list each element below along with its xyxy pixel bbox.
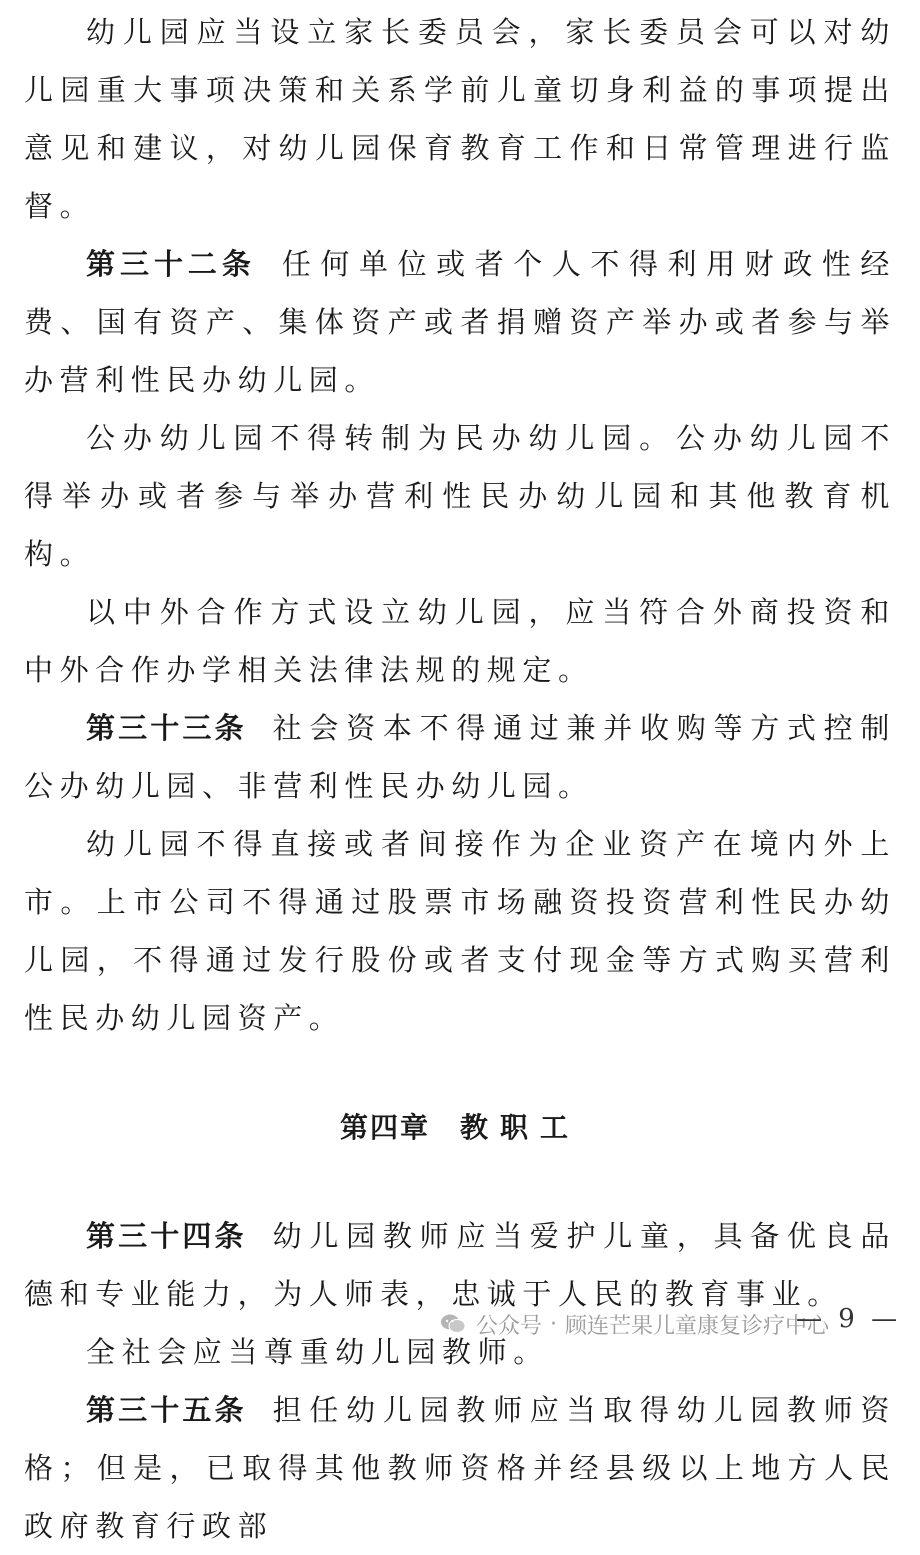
chapter-number: 第四章: [339, 1111, 430, 1144]
watermark-account: 顾连芒果儿童康复诊疗中心: [565, 1313, 830, 1339]
watermark: [440, 1306, 829, 1342]
watermark-source: 公众号: [476, 1313, 543, 1339]
watermark-separator: ·: [550, 1311, 558, 1337]
page-number: — 9 —: [796, 1304, 902, 1334]
paragraph: 以中外合作方式设立幼儿园，应当符合外商投资和中外合作办学相关法律法规的规定。: [24, 595, 896, 687]
paragraph: 公办幼儿园不得转制为民办幼儿园。公办幼儿园不得举办或者参与举办营利性民办幼儿园和其他教育机构。: [24, 421, 896, 571]
article-paragraph: 第三十五条 担任幼儿园教师应当取得幼儿园教师资格；但是，已取得其他教师资格并经县级以上地方人民政府教育行政部: [24, 1393, 896, 1543]
article-number: 第三十二条: [86, 247, 256, 281]
paragraph: 全社会应当尊重幼儿园教师。: [86, 1335, 549, 1369]
article-paragraph: 第三十三条 社会资本不得通过兼并收购等方式控制公办幼儿园、非营利性民办幼儿园。: [24, 711, 896, 803]
article-number: 第三十四条: [86, 1219, 247, 1253]
article-number: 第三十五条: [86, 1393, 247, 1427]
article-paragraph: 第三十二条 任何单位或者个人不得利用财政性经费、国有资产、集体资产或者捐赠资产举办或者参与举办营利性民办幼儿园。: [24, 247, 896, 397]
article-paragraph: 第三十四条 幼儿园教师应当爱护儿童，具备优良品德和专业能力，为人师表，忠诚于人民的教育事业。: [24, 1219, 896, 1311]
chapter-title: 教职工: [460, 1111, 581, 1144]
wechat-icon: [440, 1313, 466, 1335]
paragraph: 幼儿园不得直接或者间接作为企业资产在境内外上市。上市公司不得通过股票市场融资投资营利性民办幼儿园，不得通过发行股份或者支付现金等方式购买营利性民办幼儿园资产。: [24, 827, 896, 1035]
paragraph: 幼儿园应当设立家长委员会，家长委员会可以对幼儿园重大事项决策和关系学前儿童切身利益的事项提出意见和建议，对幼儿园保育教育工作和日常管理进行监督。: [24, 15, 896, 223]
chapter-heading: [24, 1099, 896, 1157]
article-number: 第三十三条: [86, 711, 247, 745]
